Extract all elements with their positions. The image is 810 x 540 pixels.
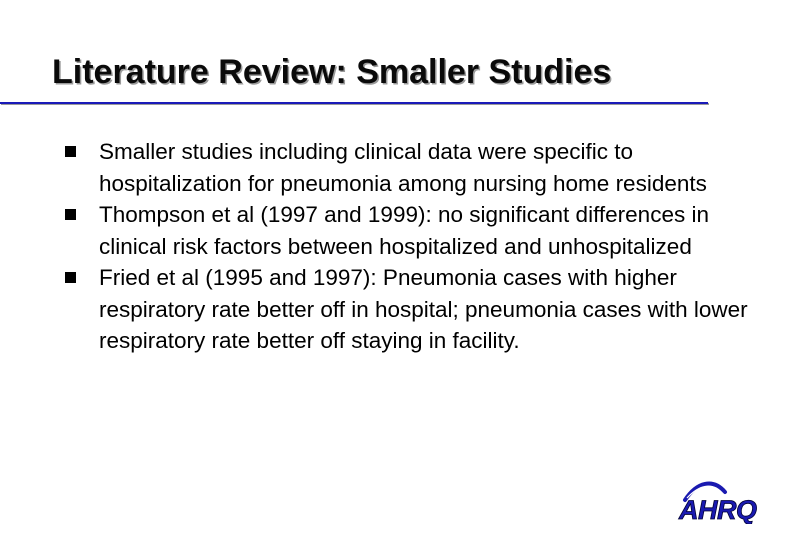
- ahrq-logo-graphic: [675, 478, 785, 524]
- bullet-text: Smaller studies including clinical data were specific to hospitalization for pneumonia among nursing home residents: [99, 139, 707, 196]
- square-bullet-icon: [65, 146, 76, 157]
- bullet-list: [60, 136, 780, 357]
- bullet-text: Thompson et al (1997 and 1999): no significant differences in clinical risk factors between hospitalized and unhospitalized: [99, 202, 709, 259]
- slide-title: Literature Review: Smaller Studies: [52, 53, 612, 91]
- bullet-item: [60, 199, 780, 262]
- square-bullet-icon: [65, 209, 76, 220]
- bullet-item: [60, 262, 780, 357]
- title-underline: [0, 102, 708, 104]
- logo-text: AHRQ: [679, 495, 757, 524]
- bullet-item: [60, 136, 780, 199]
- square-bullet-icon: [65, 272, 76, 283]
- ahrq-logo-icon: [675, 478, 785, 524]
- bullet-text: Fried et al (1995 and 1997): Pneumonia cases with higher respiratory rate better off in hospital; pneumonia cases with lower respiratory rate better off staying in facility.: [99, 265, 748, 353]
